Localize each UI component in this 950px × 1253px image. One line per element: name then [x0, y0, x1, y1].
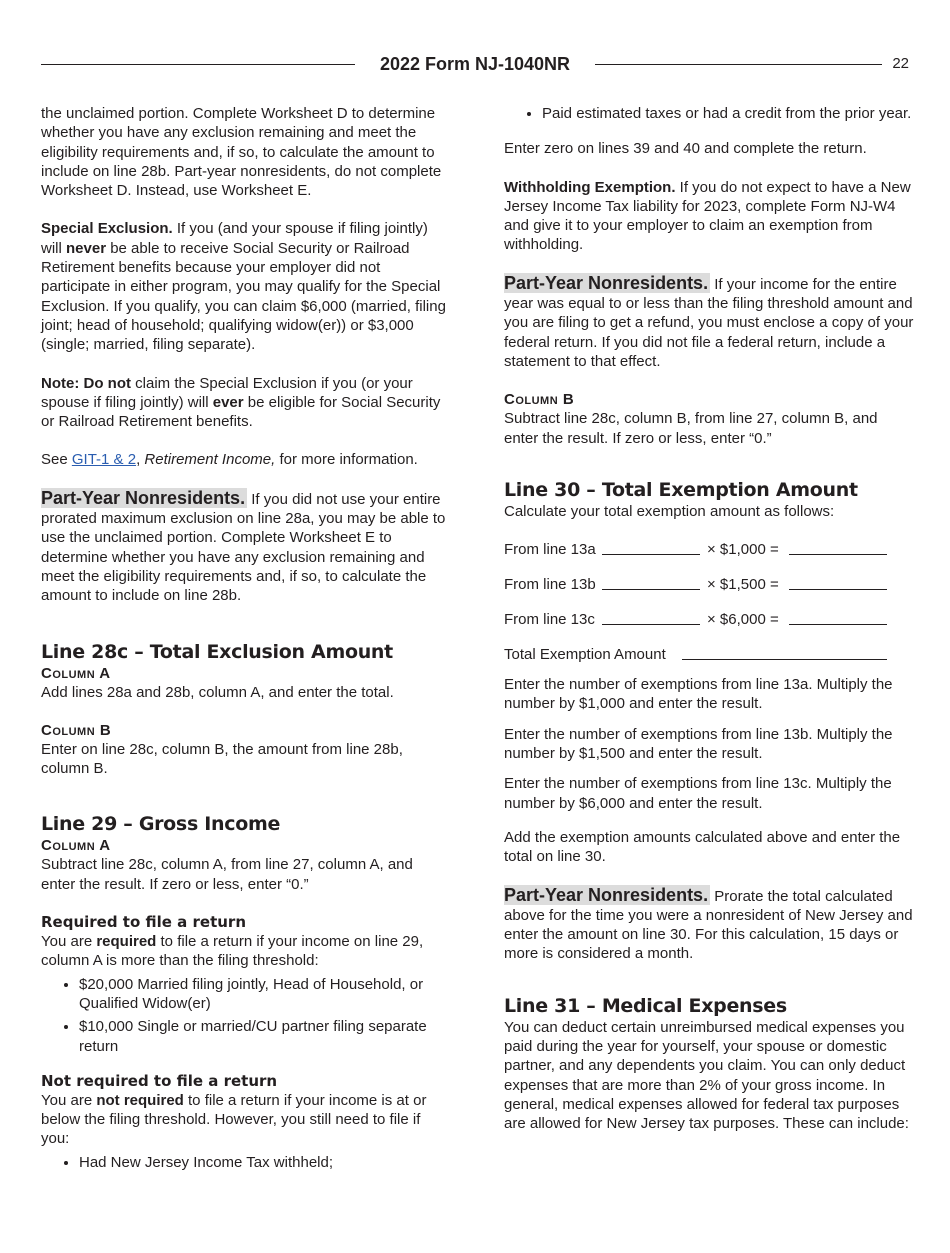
not-required-heading: Not required to file a return: [41, 1071, 278, 1090]
text: If you do not expect to have a New Jersey Income Tax liability for 2023, complete Form NJ-W4 and give it to your employer to claim an exemption from withholding.: [504, 178, 911, 254]
line30-intro: Calculate your total exemption amount as follows:: [504, 502, 835, 520]
part-year-label: Part-Year Nonresidents.: [41, 487, 246, 508]
calc-row-13a: [504, 540, 914, 575]
emphasis: never: [66, 239, 107, 257]
part-year-paragraph: [504, 274, 914, 371]
line28c-colA-text: Add lines 28a and 28b, column A, and enter the total.: [41, 683, 394, 701]
column-a-label: Column A: [41, 664, 111, 682]
emphasis: required: [96, 933, 157, 951]
calc-row-13c: [504, 610, 914, 645]
line28c-heading: Line 28c – Total Exclusion Amount: [41, 640, 393, 663]
part-year-paragraph: [41, 489, 451, 606]
instruction-13c: Enter the number of exemptions from line 13c. Multiply the number by $6,000 and enter the result.: [504, 775, 892, 812]
required-paragraph: [41, 932, 451, 971]
total-blank[interactable]: [682, 659, 887, 660]
header-rule-left: [41, 64, 355, 65]
calc-label: From line 13b: [504, 576, 596, 594]
emphasis: not required: [96, 1091, 184, 1109]
text: If your income for the entire year was equal to or less than the filing threshold amount and you are filing to get a refund, you must enclose a copy of your federal return. If you did not file a federal return, include a statement to that effect.: [504, 275, 914, 370]
note-paragraph: [41, 374, 451, 432]
result-blank[interactable]: [789, 624, 887, 625]
part-year-label: Part-Year Nonresidents.: [504, 884, 709, 905]
part-year-label: Part-Year Nonresidents.: [504, 272, 709, 293]
result-blank[interactable]: [789, 589, 887, 590]
intro-paragraph: the unclaimed portion. Complete Worksheet D to determine whether you have any exclusion remaining and meet the eligibility requirements and, if so, to calculate the amount to include on line 28b. Part-year nonresidents, do not complete Worksheet D. Instead, use Worksheet E.: [41, 105, 442, 200]
text: to file a return if your income on line 29, column A is more than the filing threshold:: [41, 933, 424, 970]
multiplier: × $1,500 =: [707, 576, 779, 594]
result-blank[interactable]: [789, 554, 887, 555]
withholding-label: Withholding Exemption.: [504, 178, 676, 196]
entry-blank[interactable]: [602, 554, 700, 555]
withholding-paragraph: [504, 178, 914, 255]
text: be able to receive Social Security or Railroad Retirement benefits because your employer did not participate in either program, you may qualify for the Special Exclusion. If you qualify, you can claim $6,000 (married, filing joint; head of household; qualifying widow(er)) or $3,000 (single; married, filing separate).: [41, 239, 446, 354]
list-item: • $10,000 Single or married/CU partner filing separate return: [79, 1017, 451, 1056]
line30-heading: Line 30 – Total Exemption Amount: [504, 478, 858, 501]
git-link[interactable]: GIT-1 & 2: [71, 451, 137, 469]
column-a-label: Column A: [41, 837, 111, 855]
page-number: 22: [892, 55, 909, 72]
text: Prorate the total calculated above for the time you were a nonresident of New Jersey and enter the amount on line 30. For this calculation, 15 days or more is considered a month.: [504, 887, 913, 963]
italic-text: Retirement Income,: [144, 451, 276, 469]
column-b-label: Column B: [504, 391, 575, 409]
text: for more information.: [275, 451, 418, 469]
calc-row-13b: [504, 575, 914, 610]
multiplier: × $6,000 =: [707, 611, 779, 629]
text: to file a return if your income is at or below the filing threshold. However, you still need to file if you:: [41, 1091, 427, 1148]
left-column: [41, 104, 451, 1176]
column-b-label: Column B: [41, 721, 112, 739]
text: ,: [136, 451, 145, 469]
enter-zero-paragraph: Enter zero on lines 39 and 40 and complete the return.: [504, 140, 867, 158]
required-heading: Required to file a return: [41, 913, 247, 932]
line31-heading: Line 31 – Medical Expenses: [504, 994, 787, 1017]
special-exclusion-label: Special Exclusion.: [41, 220, 173, 238]
note-label: Note: Do not: [41, 374, 131, 392]
page-title: 2022 Form NJ-1040NR: [379, 54, 571, 74]
instruction-13b: Enter the number of exemptions from line 13b. Multiply the number by $1,500 and enter the result.: [504, 725, 893, 763]
entry-blank[interactable]: [602, 589, 700, 590]
add-paragraph: Add the exemption amounts calculated above and enter the total on line 30.: [504, 828, 901, 866]
continued-list: [504, 104, 914, 123]
colB-text: Subtract line 28c, column B, from line 27, column B, and enter the result. If zero or less, enter “0.”: [504, 410, 878, 447]
list-item: • Had New Jersey Income Tax withheld;: [79, 1153, 451, 1172]
total-label: Total Exemption Amount: [504, 646, 666, 664]
text: You are: [41, 933, 97, 951]
not-required-paragraph: [41, 1091, 451, 1149]
entry-blank[interactable]: [602, 624, 700, 625]
calc-label: From line 13c: [504, 611, 595, 629]
see-paragraph: [41, 450, 451, 469]
text: claim the Special Exclusion if you (or your spouse if filing jointly) will: [41, 374, 413, 411]
emphasis: ever: [212, 393, 244, 411]
line28c-colB-text: Enter on line 28c, column B, the amount from line 28b, column B.: [41, 740, 403, 778]
line29-heading: Line 29 – Gross Income: [41, 813, 281, 836]
special-exclusion-paragraph: [41, 219, 451, 354]
line31-text: You can deduct certain unreimbursed medical expenses you paid during the year for yourself, your spouse or domestic partner, and any dependents you claim. You can only deduct expenses that are more than 2% of your gross income. In general, medical expenses allowed for federal tax purposes are allowed for New Jersey tax purposes. These can include:: [504, 1018, 909, 1133]
list-item: • $20,000 Married filing jointly, Head of Household, or Qualified Widow(er): [79, 975, 451, 1014]
text: If you did not use your entire prorated maximum exclusion on line 28a, you may be able to use the unclaimed portion. Complete Worksheet E to determine whether you have any exclusion remaining and meet the eligibility requirements and, if so, to calculate the amount to include on line 28b.: [41, 490, 446, 605]
page-header: [41, 52, 909, 76]
text: See: [41, 451, 72, 469]
line29-colA-text: Subtract line 28c, column A, from line 27, column A, and enter the result. If zero or less, enter “0.”: [41, 856, 413, 893]
calc-row-total: [504, 645, 914, 675]
text: You are: [41, 1091, 97, 1109]
right-column: [504, 104, 914, 1153]
list-item: • Paid estimated taxes or had a credit from the prior year.: [542, 104, 914, 123]
calc-label: From line 13a: [504, 541, 596, 559]
not-required-list: [41, 1153, 451, 1172]
required-list: [41, 975, 451, 1056]
text: be eligible for Social Security or Railroad Retirement benefits.: [41, 393, 441, 431]
part-year-paragraph-2: [504, 886, 914, 964]
multiplier: × $1,000 =: [707, 541, 779, 559]
text: If you (and your spouse if filing jointly) will: [41, 220, 428, 257]
header-rule-right: [595, 64, 882, 65]
instruction-13a: Enter the number of exemptions from line 13a. Multiply the number by $1,000 and enter the result.: [504, 676, 893, 713]
